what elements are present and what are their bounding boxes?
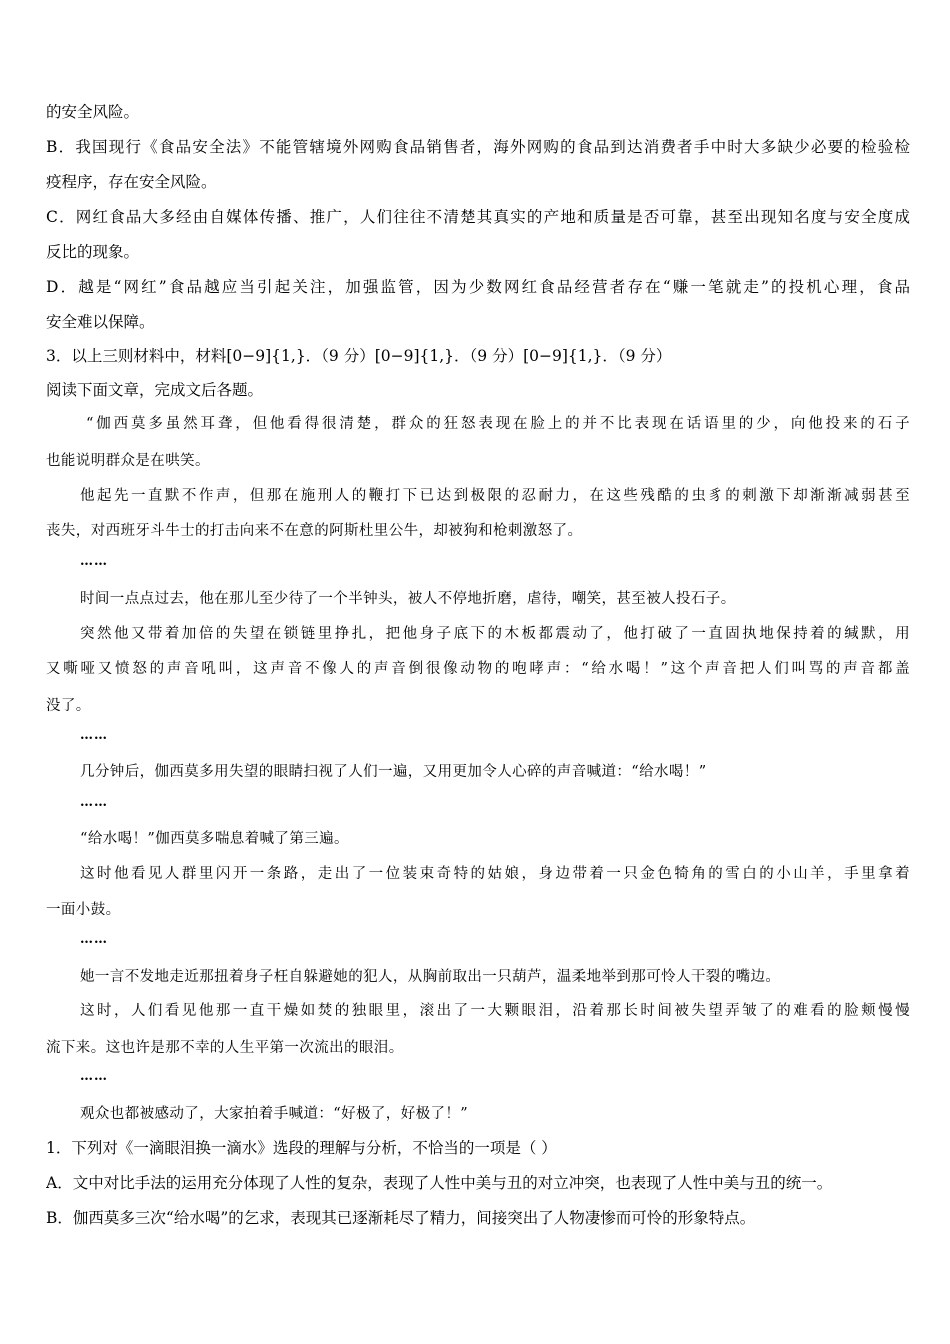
ellipsis-5: ……: [80, 1069, 108, 1084]
ellipsis-1: ……: [80, 554, 108, 569]
passage-paragraph-7-line-1: 这时他看见人群里闪开一条路，走出了一位装束奇特的姑娘，身边带着一只金色犄角的雪白的小山羊，手里拿着: [80, 866, 910, 882]
passage-paragraph-10: 观众也都被感动了，大家拍着手喊道：“好极了，好极了！”: [80, 1106, 469, 1122]
question-1-option-b: B．伽西莫多三次“给水喝”的乞求，表现其已逐渐耗尽了精力，间接突出了人物凄惨而可怜的形象特点。: [46, 1209, 756, 1227]
passage-paragraph-2-line-2: 丧失，对西班牙斗牛士的打击向来不在意的阿斯杜里公牛，却被狗和枪刺激怒了。: [46, 523, 583, 539]
passage-paragraph-1-line-1: “伽西莫多虽然耳聋，但他看得很清楚，群众的狂怒表现在脸上的并不比表现在话语里的少，向他投来的石子: [86, 416, 910, 432]
option-b-line-1: B．我国现行《食品安全法》不能管辖境外网购食品销售者，海外网购的食品到达消费者手中时大多缺少必要的检验检: [46, 138, 910, 156]
passage-paragraph-4-line-2: 又嘶哑又愤怒的声音吼叫，这声音不像人的声音倒很像动物的咆哮声：“给水喝！”这个声音把人们叫骂的声音都盖: [46, 661, 910, 677]
passage-paragraph-4-line-1: 突然他又带着加倍的失望在锁链里挣扎，把他身子底下的木板都震动了，他打破了一直固执地保持着的缄默，用: [80, 626, 910, 642]
passage-paragraph-2-line-1: 他起先一直默不作声，但那在施刑人的鞭打下已达到极限的忍耐力，在这些残酷的虫豸的刺激下却渐渐减弱甚至: [80, 488, 910, 504]
passage-paragraph-6: “给水喝！”伽西莫多喘息着喊了第三遍。: [80, 831, 349, 847]
passage-paragraph-4-line-3: 没了。: [46, 698, 91, 714]
question-1: 1．下列对《一滴眼泪换一滴水》选段的理解与分析，不恰当的一项是（ ）: [46, 1139, 557, 1157]
ellipsis-2: ……: [80, 728, 108, 743]
passage-paragraph-8: 她一言不发地走近那扭着身子枉自躲避她的犯人，从胸前取出一只葫芦，温柔地举到那可怜人干裂的嘴边。: [80, 969, 781, 985]
passage-paragraph-3: 时间一点点过去，他在那儿至少待了一个半钟头，被人不停地折磨，虐待，嘲笑，甚至被人投石子。: [80, 591, 736, 607]
option-c-line-2: 反比的现象。: [46, 243, 140, 261]
question-3: 3．以上三则材料中，材料[0−9]{1,}．（9 分）[0−9]{1,}．（9 分）[0−9]{1,}．（9 分）: [46, 347, 672, 365]
passage-paragraph-9-line-1: 这时，人们看见他那一直干燥如焚的独眼里，滚出了一大颗眼泪，沿着那长时间被失望弄皱了的难看的脸颊慢慢: [80, 1003, 910, 1019]
ellipsis-3: ……: [80, 795, 108, 810]
reading-instruction: 阅读下面文章，完成文后各题。: [46, 381, 264, 399]
text-line: 的安全风险。: [46, 103, 140, 121]
question-1-option-a: A．文中对比手法的运用充分体现了人性的复杂，表现了人性中美与丑的对立冲突，也表现了人性中美与丑的统一。: [46, 1174, 833, 1192]
passage-paragraph-1-line-2: 也能说明群众是在哄笑。: [46, 453, 210, 469]
passage-paragraph-9-line-2: 流下来。这也许是那不幸的人生平第一次流出的眼泪。: [46, 1040, 404, 1056]
passage-paragraph-7-line-2: 一面小鼓。: [46, 902, 121, 918]
ellipsis-4: ……: [80, 932, 108, 947]
option-d-line-2: 安全难以保障。: [46, 313, 155, 331]
option-c-line-1: C．网红食品大多经由自媒体传播、推广，人们往往不清楚其真实的产地和质量是否可靠，甚至出现知名度与安全度成: [46, 208, 910, 226]
passage-paragraph-5: 几分钟后，伽西莫多用失望的眼睛扫视了人们一遍，又用更加令人心碎的声音喊道：“给水喝！”: [80, 764, 707, 780]
option-d-line-1: D．越是“网红”食品越应当引起关注，加强监管，因为少数网红食品经营者存在“赚一笔就走”的投机心理，食品: [46, 278, 910, 296]
option-b-line-2: 疫程序，存在安全风险。: [46, 173, 217, 191]
